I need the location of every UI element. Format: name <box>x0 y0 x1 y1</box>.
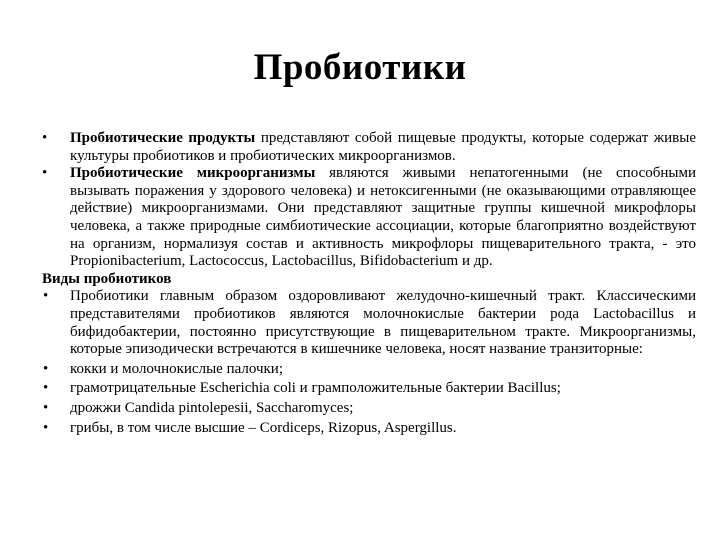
term-probiotic-products: Пробиотические продукты <box>70 130 256 146</box>
definition-probiotic-products: представляют собой пищевые продукты, которые содержат живые культуры пробиотиков и пробиотических микроорганизмов. <box>70 130 696 164</box>
bullet-cocci <box>42 361 696 379</box>
term-probiotic-microorganisms: Пробиотические микроорганизмы <box>70 165 316 182</box>
bullet-fungi <box>42 420 696 438</box>
bullet-probiotic-products <box>42 130 696 165</box>
bullet-types-main <box>42 288 696 358</box>
list-item-text: кокки и молочнокислые палочки; <box>70 360 284 377</box>
list-item-text: дрожжи Candida pintolepesii, Saccharomyces; <box>70 399 354 416</box>
slide-title: Пробиотики <box>253 47 467 88</box>
bullet-icon: • <box>43 360 49 377</box>
bullet-yeasts <box>42 400 696 418</box>
bullet-probiotic-microorganisms <box>42 165 696 271</box>
list-item-text: грамотрицательные Escherichia coli и грамположительные бактерии Bacillus; <box>70 380 561 397</box>
definition-probiotic-microorganisms: являются живыми непатогенными (не способными вызывать поражения у здорового человека) и нетоксигенными (не оказывающими отравляющее действие) микроорганизмами. Они представляют защитные группы кишечной микрофлоры человека, а также природные симбиотические ассоциации, которые благоприятно воздействуют на организм, нормализуя состав и активность микрофлоры пищеварительного тракта, - это Propionibacterium, Lactococcus, Lactobacillus, Bifidobacterium и др. <box>70 165 696 270</box>
bullet-icon: • <box>43 380 49 397</box>
list-item-text: грибы, в том числе высшие – Cordiceps, Rizopus, Aspergillus. <box>70 419 457 436</box>
bullet-icon: • <box>43 399 49 416</box>
bullet-icon: • <box>43 419 49 436</box>
bullet-bacteria <box>42 380 696 398</box>
list-item-text: Пробиотики главным образом оздоровливают желудочно-кишечный тракт. Классическими представителями пробиотиков являются молочнокислые бактерии рода Lactobacillus и бифидобактерии, постоянно присутствующие в пищеварительном тракте. Микроорганизмы, которые эпизодически встречаются в кишечнике человека, носят название транзиторные: <box>70 288 696 358</box>
bullet-icon: • <box>43 288 49 305</box>
slide-body <box>42 130 696 437</box>
section-heading: Виды пробиотиков <box>42 270 172 287</box>
bullet-icon: • <box>42 165 48 182</box>
bullet-icon: • <box>42 130 48 146</box>
